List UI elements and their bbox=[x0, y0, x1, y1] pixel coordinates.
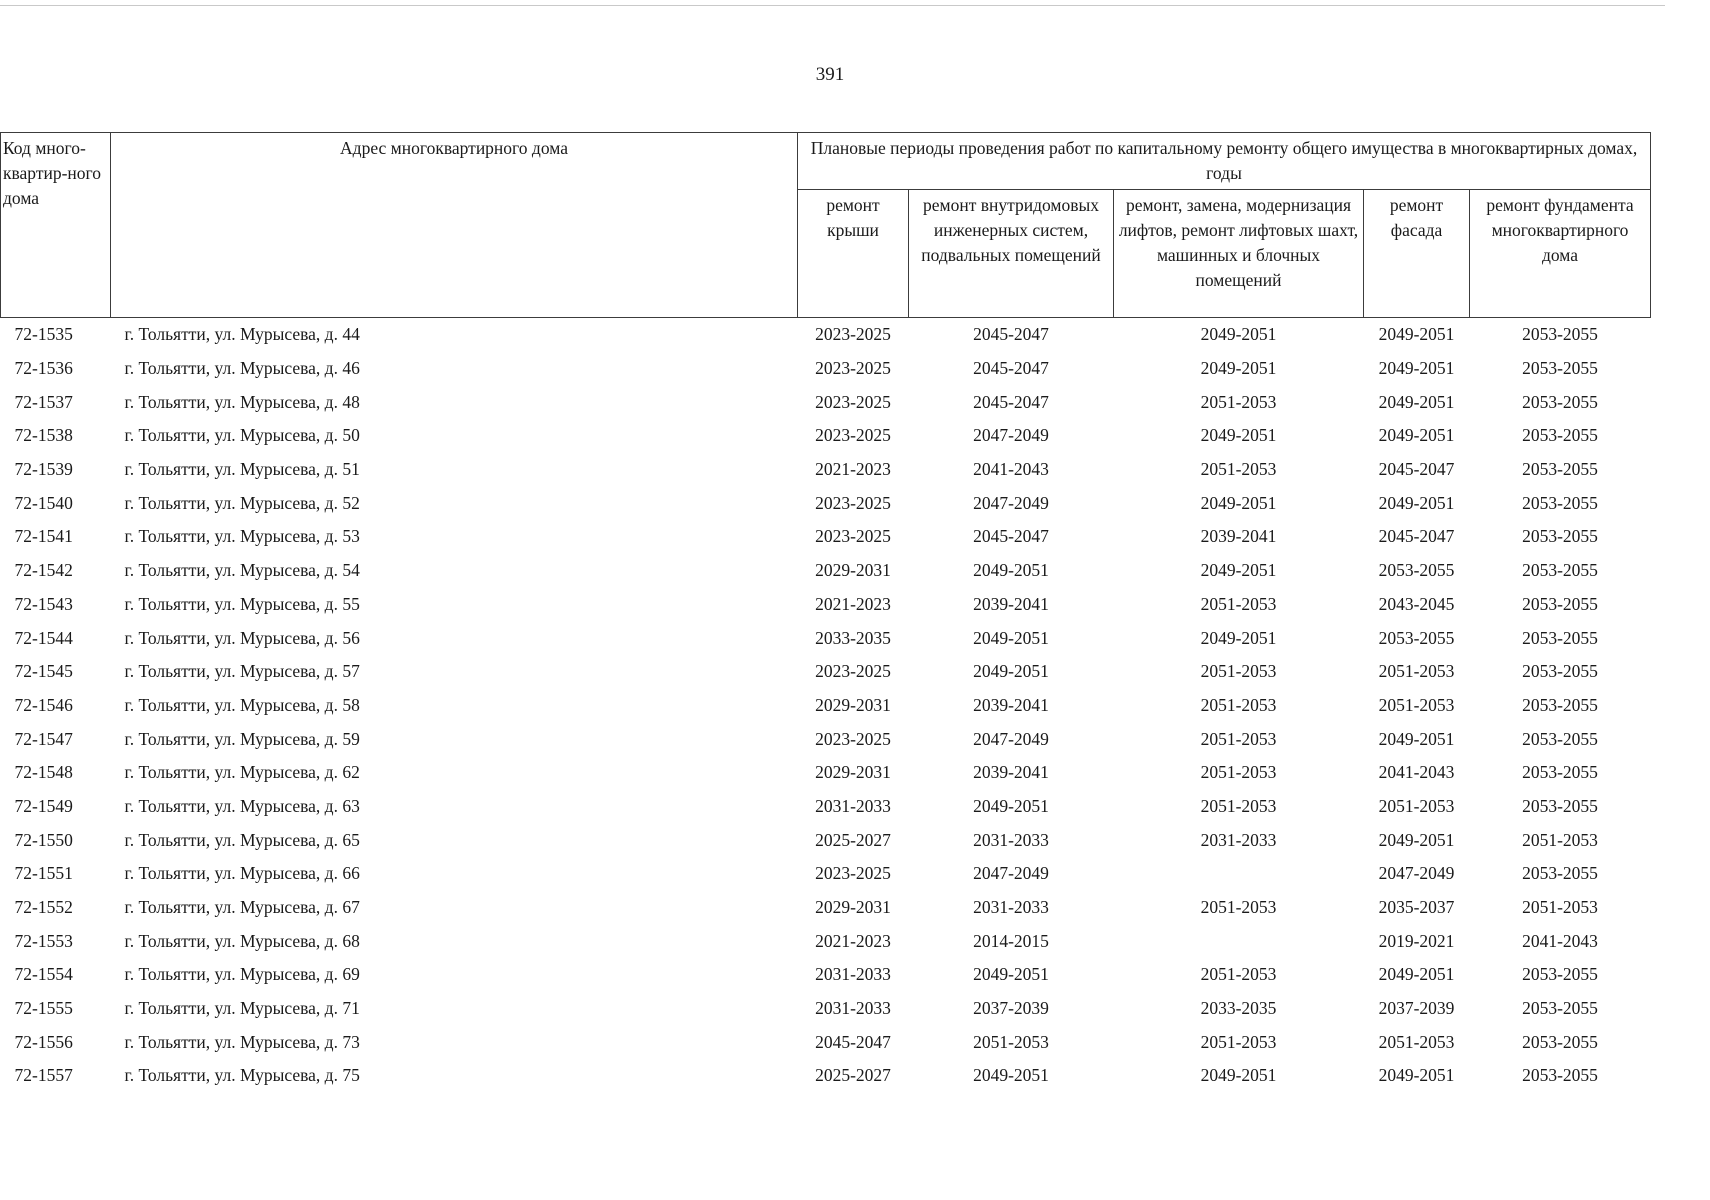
cell-address: г. Тольятти, ул. Мурысева, д. 69 bbox=[124, 964, 360, 985]
table-row bbox=[1, 1059, 1651, 1093]
cell-facade: 2051-2053 bbox=[1378, 1031, 1455, 1052]
header-facade: ремонт фасада bbox=[1364, 190, 1470, 318]
cell-facade: 2047-2049 bbox=[1378, 863, 1455, 884]
page-number: 391 bbox=[815, 64, 845, 85]
cell-code: 72-1556 bbox=[14, 1031, 73, 1052]
table-row bbox=[1, 554, 1651, 588]
cell-foundation: 2051-2053 bbox=[1522, 897, 1598, 918]
cell-code: 72-1535 bbox=[1, 318, 111, 352]
table-body bbox=[1, 318, 1651, 1093]
cell-roof: 2021-2023 bbox=[815, 930, 891, 951]
cell-elevators: 2049-2051 bbox=[1200, 358, 1277, 379]
cell-elevators: 2051-2053 bbox=[1200, 1031, 1277, 1052]
cell-roof: 2023-2025 bbox=[798, 318, 909, 352]
cell-roof: 2031-2033 bbox=[815, 964, 891, 985]
table-row bbox=[1, 823, 1651, 857]
cell-facade: 2049-2051 bbox=[1378, 829, 1455, 850]
cell-roof: 2025-2027 bbox=[815, 1065, 891, 1086]
cell-code: 72-1546 bbox=[14, 694, 73, 715]
header-foundation: ремонт фундамента многоквартирного дома bbox=[1470, 190, 1651, 318]
table-row bbox=[1, 588, 1651, 622]
cell-code: 72-1537 bbox=[14, 391, 73, 412]
cell-code: 72-1557 bbox=[14, 1065, 73, 1086]
cell-address: г. Тольятти, ул. Мурысева, д. 62 bbox=[124, 762, 360, 783]
table-row bbox=[1, 924, 1651, 958]
cell-engineering: 2047-2049 bbox=[973, 425, 1049, 446]
cell-code: 72-1551 bbox=[14, 863, 73, 884]
cell-foundation: 2053-2055 bbox=[1522, 593, 1598, 614]
cell-address: г. Тольятти, ул. Мурысева, д. 59 bbox=[124, 728, 360, 749]
cell-facade: 2037-2039 bbox=[1378, 998, 1455, 1019]
cell-foundation: 2053-2055 bbox=[1522, 391, 1598, 412]
cell-engineering: 2039-2041 bbox=[973, 694, 1049, 715]
table-row bbox=[1, 1025, 1651, 1059]
cell-code: 72-1539 bbox=[14, 459, 73, 480]
cell-engineering: 2047-2049 bbox=[973, 492, 1049, 513]
cell-address: г. Тольятти, ул. Мурысева, д. 73 bbox=[124, 1031, 360, 1052]
table-row bbox=[1, 621, 1651, 655]
cell-address: г. Тольятти, ул. Мурысева, д. 66 bbox=[124, 863, 360, 884]
cell-elevators: 2051-2053 bbox=[1200, 459, 1277, 480]
table-row bbox=[1, 756, 1651, 790]
cell-address: г. Тольятти, ул. Мурысева, д. 68 bbox=[124, 930, 360, 951]
cell-foundation: 2053-2055 bbox=[1522, 863, 1598, 884]
cell-address: г. Тольятти, ул. Мурысева, д. 71 bbox=[124, 998, 360, 1019]
header-code: Код много-квартир-ного дома bbox=[1, 133, 111, 318]
cell-engineering: 2014-2015 bbox=[973, 930, 1049, 951]
table-row bbox=[1, 486, 1651, 520]
cell-code: 72-1547 bbox=[14, 728, 73, 749]
cell-elevators: 2051-2053 bbox=[1200, 391, 1277, 412]
cell-foundation: 2053-2055 bbox=[1522, 627, 1598, 648]
cell-foundation: 2041-2043 bbox=[1522, 930, 1598, 951]
cell-engineering: 2031-2033 bbox=[973, 829, 1049, 850]
cell-foundation: 2053-2055 bbox=[1522, 661, 1598, 682]
cell-engineering: 2049-2051 bbox=[973, 627, 1049, 648]
cell-foundation: 2053-2055 bbox=[1522, 526, 1598, 547]
cell-elevators: 2051-2053 bbox=[1200, 964, 1277, 985]
header-elevators: ремонт, замена, модернизация лифтов, ремонт лифтовых шахт, машинных и блочных помещений bbox=[1114, 190, 1364, 318]
cell-roof: 2029-2031 bbox=[815, 694, 891, 715]
cell-code: 72-1554 bbox=[14, 964, 73, 985]
cell-facade: 2049-2051 bbox=[1378, 1065, 1455, 1086]
cell-roof: 2021-2023 bbox=[815, 593, 891, 614]
cell-facade: 2049-2051 bbox=[1378, 728, 1455, 749]
cell-address: г. Тольятти, ул. Мурысева, д. 51 bbox=[124, 459, 360, 480]
capital-repair-schedule-table bbox=[0, 132, 1651, 1093]
cell-foundation: 2053-2055 bbox=[1522, 998, 1598, 1019]
cell-address: г. Тольятти, ул. Мурысева, д. 46 bbox=[124, 358, 360, 379]
cell-address: г. Тольятти, ул. Мурысева, д. 75 bbox=[124, 1065, 360, 1086]
cell-engineering: 2049-2051 bbox=[973, 795, 1049, 816]
cell-elevators bbox=[1114, 924, 1364, 958]
cell-roof: 2023-2025 bbox=[815, 661, 891, 682]
cell-address: г. Тольятти, ул. Мурысева, д. 58 bbox=[124, 694, 360, 715]
cell-code: 72-1538 bbox=[14, 425, 73, 446]
cell-roof: 2025-2027 bbox=[815, 829, 891, 850]
cell-facade: 2049-2051 bbox=[1378, 391, 1455, 412]
header-planned-periods: Плановые периоды проведения работ по капитальному ремонту общего имущества в многоквартирных домах, годы bbox=[798, 133, 1651, 190]
cell-engineering: 2037-2039 bbox=[973, 998, 1049, 1019]
cell-code: 72-1552 bbox=[14, 897, 73, 918]
cell-engineering: 2047-2049 bbox=[973, 728, 1049, 749]
cell-elevators: 2049-2051 bbox=[1200, 492, 1277, 513]
cell-facade: 2045-2047 bbox=[1378, 526, 1455, 547]
cell-elevators: 2051-2053 bbox=[1200, 897, 1277, 918]
table-row bbox=[1, 385, 1651, 419]
cell-code: 72-1548 bbox=[14, 762, 73, 783]
cell-roof: 2023-2025 bbox=[815, 492, 891, 513]
table-row bbox=[1, 352, 1651, 386]
cell-engineering: 2041-2043 bbox=[973, 459, 1049, 480]
cell-roof: 2029-2031 bbox=[815, 560, 891, 581]
cell-elevators: 2031-2033 bbox=[1200, 829, 1277, 850]
cell-engineering: 2049-2051 bbox=[973, 964, 1049, 985]
cell-foundation: 2053-2055 bbox=[1522, 459, 1598, 480]
cell-code: 72-1555 bbox=[14, 998, 73, 1019]
cell-roof: 2029-2031 bbox=[815, 762, 891, 783]
cell-engineering: 2039-2041 bbox=[973, 593, 1049, 614]
table-row bbox=[1, 453, 1651, 487]
cell-address: г. Тольятти, ул. Мурысева, д. 53 bbox=[124, 526, 360, 547]
cell-facade: 2019-2021 bbox=[1378, 930, 1455, 951]
cell-engineering: 2045-2047 bbox=[973, 391, 1049, 412]
table-row bbox=[1, 419, 1651, 453]
cell-address: г. Тольятти, ул. Мурысева, д. 48 bbox=[124, 391, 360, 412]
cell-elevators: 2049-2051 bbox=[1114, 318, 1364, 352]
cell-facade: 2043-2045 bbox=[1378, 593, 1455, 614]
cell-address: г. Тольятти, ул. Мурысева, д. 54 bbox=[124, 560, 360, 581]
cell-foundation: 2053-2055 bbox=[1470, 318, 1651, 352]
table-row bbox=[1, 520, 1651, 554]
cell-address: г. Тольятти, ул. Мурысева, д. 52 bbox=[124, 492, 360, 513]
cell-code: 72-1536 bbox=[14, 358, 73, 379]
cell-elevators: 2051-2053 bbox=[1200, 661, 1277, 682]
cell-elevators: 2049-2051 bbox=[1200, 1065, 1277, 1086]
header-engineering: ремонт внутридомовых инженерных систем, подвальных помещений bbox=[909, 190, 1114, 318]
cell-roof: 2023-2025 bbox=[815, 863, 891, 884]
cell-elevators: 2049-2051 bbox=[1200, 425, 1277, 446]
cell-elevators: 2049-2051 bbox=[1200, 627, 1277, 648]
table-row bbox=[1, 655, 1651, 689]
cell-address: г. Тольятти, ул. Мурысева, д. 63 bbox=[124, 795, 360, 816]
cell-roof: 2031-2033 bbox=[815, 998, 891, 1019]
table-row bbox=[1, 891, 1651, 925]
cell-elevators: 2033-2035 bbox=[1200, 998, 1277, 1019]
cell-foundation: 2051-2053 bbox=[1522, 829, 1598, 850]
cell-code: 72-1545 bbox=[14, 661, 73, 682]
cell-facade: 2051-2053 bbox=[1378, 795, 1455, 816]
cell-code: 72-1549 bbox=[14, 795, 73, 816]
cell-elevators: 2051-2053 bbox=[1200, 694, 1277, 715]
cell-elevators bbox=[1114, 857, 1364, 891]
cell-roof: 2033-2035 bbox=[815, 627, 891, 648]
cell-foundation: 2053-2055 bbox=[1522, 560, 1598, 581]
cell-elevators: 2051-2053 bbox=[1200, 795, 1277, 816]
cell-foundation: 2053-2055 bbox=[1522, 728, 1598, 749]
cell-facade: 2049-2051 bbox=[1364, 318, 1470, 352]
cell-roof: 2045-2047 bbox=[815, 1031, 891, 1052]
cell-roof: 2023-2025 bbox=[815, 391, 891, 412]
cell-facade: 2049-2051 bbox=[1378, 492, 1455, 513]
cell-foundation: 2053-2055 bbox=[1522, 492, 1598, 513]
table-row bbox=[1, 790, 1651, 824]
cell-engineering: 2045-2047 bbox=[909, 318, 1114, 352]
cell-facade: 2049-2051 bbox=[1378, 425, 1455, 446]
cell-address: г. Тольятти, ул. Мурысева, д. 44 bbox=[111, 318, 798, 352]
cell-foundation: 2053-2055 bbox=[1522, 425, 1598, 446]
cell-facade: 2051-2053 bbox=[1378, 694, 1455, 715]
cell-facade: 2049-2051 bbox=[1378, 964, 1455, 985]
cell-code: 72-1553 bbox=[14, 930, 73, 951]
cell-address: г. Тольятти, ул. Мурысева, д. 67 bbox=[124, 897, 360, 918]
cell-foundation: 2053-2055 bbox=[1522, 694, 1598, 715]
cell-elevators: 2051-2053 bbox=[1200, 728, 1277, 749]
cell-roof: 2029-2031 bbox=[815, 897, 891, 918]
cell-code: 72-1550 bbox=[14, 829, 73, 850]
cell-elevators: 2039-2041 bbox=[1200, 526, 1277, 547]
cell-facade: 2053-2055 bbox=[1378, 627, 1455, 648]
cell-foundation: 2053-2055 bbox=[1522, 795, 1598, 816]
cell-foundation: 2053-2055 bbox=[1522, 1031, 1598, 1052]
cell-elevators: 2051-2053 bbox=[1200, 762, 1277, 783]
cell-address: г. Тольятти, ул. Мурысева, д. 50 bbox=[124, 425, 360, 446]
cell-roof: 2023-2025 bbox=[815, 728, 891, 749]
table-row bbox=[1, 992, 1651, 1026]
cell-foundation: 2053-2055 bbox=[1522, 1065, 1598, 1086]
cell-engineering: 2049-2051 bbox=[973, 560, 1049, 581]
cell-address: г. Тольятти, ул. Мурысева, д. 65 bbox=[124, 829, 360, 850]
cell-code: 72-1544 bbox=[14, 627, 73, 648]
cell-address: г. Тольятти, ул. Мурысева, д. 57 bbox=[124, 661, 360, 682]
cell-facade: 2049-2051 bbox=[1378, 358, 1455, 379]
cell-engineering: 2049-2051 bbox=[973, 1065, 1049, 1086]
cell-code: 72-1541 bbox=[14, 526, 73, 547]
cell-foundation: 2053-2055 bbox=[1522, 964, 1598, 985]
cell-facade: 2045-2047 bbox=[1378, 459, 1455, 480]
cell-engineering: 2045-2047 bbox=[973, 526, 1049, 547]
cell-facade: 2053-2055 bbox=[1378, 560, 1455, 581]
table-row bbox=[1, 318, 1651, 352]
table-row bbox=[1, 689, 1651, 723]
cell-roof: 2023-2025 bbox=[815, 425, 891, 446]
table-row bbox=[1, 857, 1651, 891]
cell-elevators: 2051-2053 bbox=[1200, 593, 1277, 614]
cell-address: г. Тольятти, ул. Мурысева, д. 56 bbox=[124, 627, 360, 648]
cell-code: 72-1542 bbox=[14, 560, 73, 581]
cell-engineering: 2051-2053 bbox=[973, 1031, 1049, 1052]
cell-engineering: 2045-2047 bbox=[973, 358, 1049, 379]
cell-facade: 2041-2043 bbox=[1378, 762, 1455, 783]
cell-roof: 2023-2025 bbox=[815, 526, 891, 547]
cell-code: 72-1540 bbox=[14, 492, 73, 513]
cell-roof: 2031-2033 bbox=[815, 795, 891, 816]
cell-foundation: 2053-2055 bbox=[1522, 762, 1598, 783]
cell-engineering: 2047-2049 bbox=[973, 863, 1049, 884]
cell-elevators: 2049-2051 bbox=[1200, 560, 1277, 581]
cell-engineering: 2039-2041 bbox=[973, 762, 1049, 783]
cell-foundation: 2053-2055 bbox=[1522, 358, 1598, 379]
header-roof: ремонт крыши bbox=[798, 190, 909, 318]
cell-facade: 2035-2037 bbox=[1378, 897, 1455, 918]
header-address: Адрес многоквартирного дома bbox=[111, 133, 798, 318]
cell-facade: 2051-2053 bbox=[1378, 661, 1455, 682]
cell-code: 72-1543 bbox=[14, 593, 73, 614]
table-row bbox=[1, 958, 1651, 992]
cell-roof: 2023-2025 bbox=[815, 358, 891, 379]
cell-engineering: 2031-2033 bbox=[973, 897, 1049, 918]
table-row bbox=[1, 722, 1651, 756]
cell-roof: 2021-2023 bbox=[815, 459, 891, 480]
scan-edge-line bbox=[0, 5, 1665, 6]
cell-engineering: 2049-2051 bbox=[973, 661, 1049, 682]
cell-address: г. Тольятти, ул. Мурысева, д. 55 bbox=[124, 593, 360, 614]
